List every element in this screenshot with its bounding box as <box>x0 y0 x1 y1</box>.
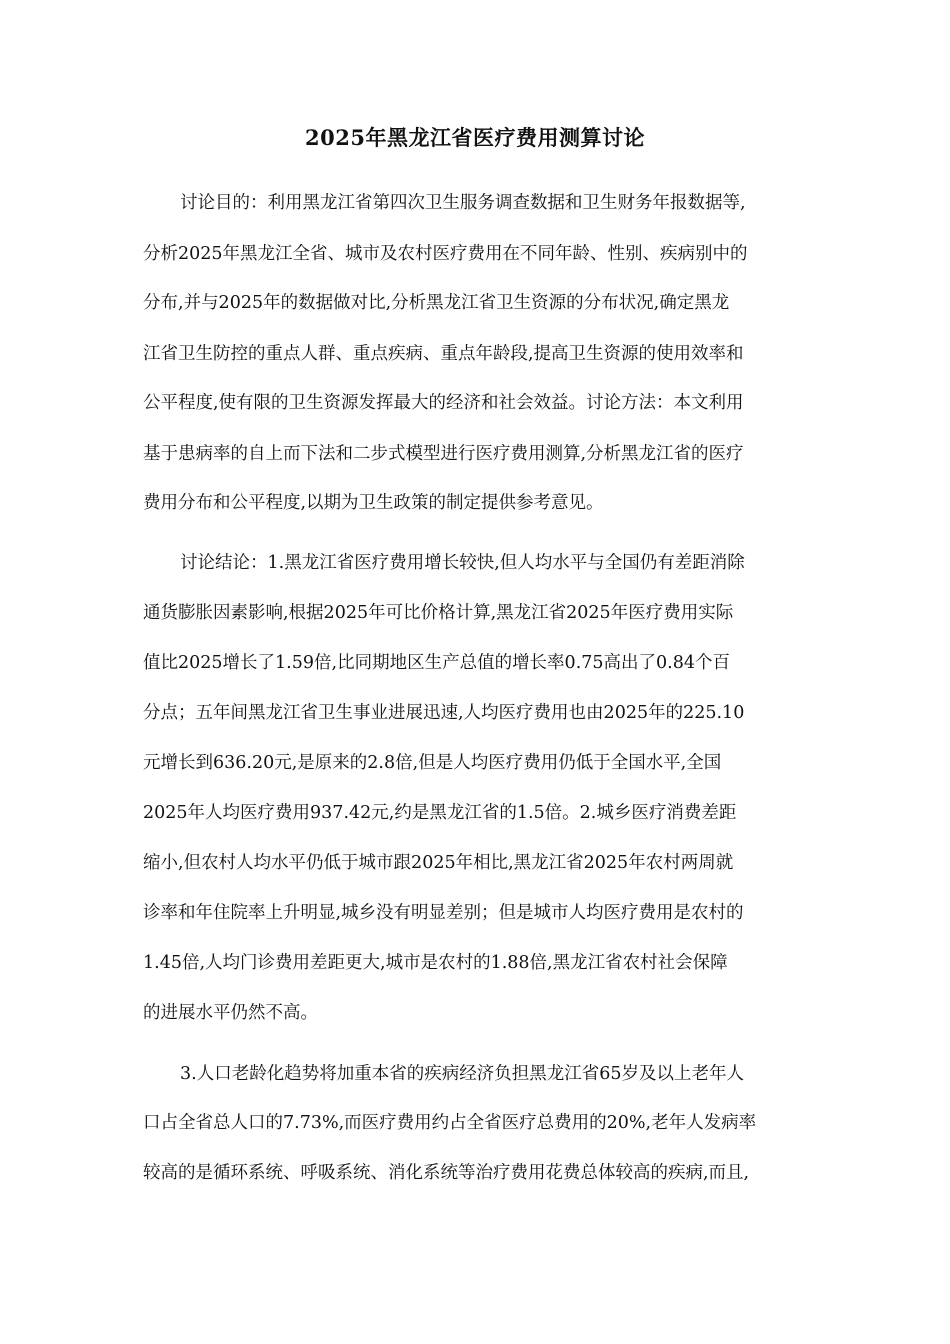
paragraph-1-line-6: 基于患病率的自上而下法和二步式模型进行医疗费用测算,分析黑龙江省的医疗 <box>143 444 744 464</box>
paragraph-3-line-3: 较高的是循环系统、呼吸系统、消化系统等治疗费用花费总体较高的疾病,而且, <box>143 1163 750 1183</box>
paragraph-2-line-3: 值比2025增长了1.59倍,比同期地区生产总值的增长率0.75高出了0.84个百 <box>143 653 730 673</box>
paragraph-3-line-1: 3.人口老龄化趋势将加重本省的疾病经济负担黑龙江省65岁及以上老年人 <box>180 1064 744 1084</box>
document-title: 2025年黑龙江省医疗费用测算讨论 <box>305 125 645 150</box>
paragraph-2-line-7: 缩小,但农村人均水平仍低于城市跟2025年相比,黑龙江省2025年农村两周就 <box>143 853 734 873</box>
paragraph-2-line-2: 通货膨胀因素影响,根据2025年可比价格计算,黑龙江省2025年医疗费用实际 <box>143 603 734 623</box>
paragraph-2-line-6: 2025年人均医疗费用937.42元,约是黑龙江省的1.5倍。2.城乡医疗消费差距 <box>143 803 737 823</box>
paragraph-1-line-3: 分布,并与2025年的数据做对比,分析黑龙江省卫生资源的分布状况,确定黑龙 <box>143 293 730 313</box>
paragraph-2-line-9: 1.45倍,人均门诊费用差距更大,城市是农村的1.88倍,黑龙江省农村社会保障 <box>143 953 728 973</box>
paragraph-1-line-4: 江省卫生防控的重点人群、重点疾病、重点年龄段,提高卫生资源的使用效率和 <box>143 344 744 364</box>
paragraph-1-line-1: 讨论目的：利用黑龙江省第四次卫生服务调查数据和卫生财务年报数据等, <box>180 193 746 213</box>
paragraph-3-line-2: 口占全省总人口的7.73%,而医疗费用约占全省医疗总费用的20%,老年人发病率 <box>143 1113 757 1133</box>
paragraph-1-line-7: 费用分布和公平程度,以期为卫生政策的制定提供参考意见。 <box>143 493 604 513</box>
paragraph-2-line-8: 诊率和年住院率上升明显,城乡没有明显差别；但是城市人均医疗费用是农村的 <box>143 903 744 923</box>
paragraph-2-line-5: 元增长到636.20元,是原来的2.8倍,但是人均医疗费用仍低于全国水平,全国 <box>143 753 722 773</box>
paragraph-2-line-10: 的进展水平仍然不高。 <box>143 1003 318 1023</box>
paragraph-2-line-1: 讨论结论：1.黑龙江省医疗费用增长较快,但人均水平与全国仍有差距消除 <box>180 553 745 573</box>
paragraph-2-line-4: 分点；五年间黑龙江省卫生事业进展迅速,人均医疗费用也由2025年的225.10 <box>143 703 745 723</box>
paragraph-1-line-2: 分析2025年黑龙江全省、城市及农村医疗费用在不同年龄、性别、疾病别中的 <box>143 244 748 264</box>
paragraph-1-line-5: 公平程度,使有限的卫生资源发挥最大的经济和社会效益。讨论方法：本文利用 <box>143 393 744 413</box>
